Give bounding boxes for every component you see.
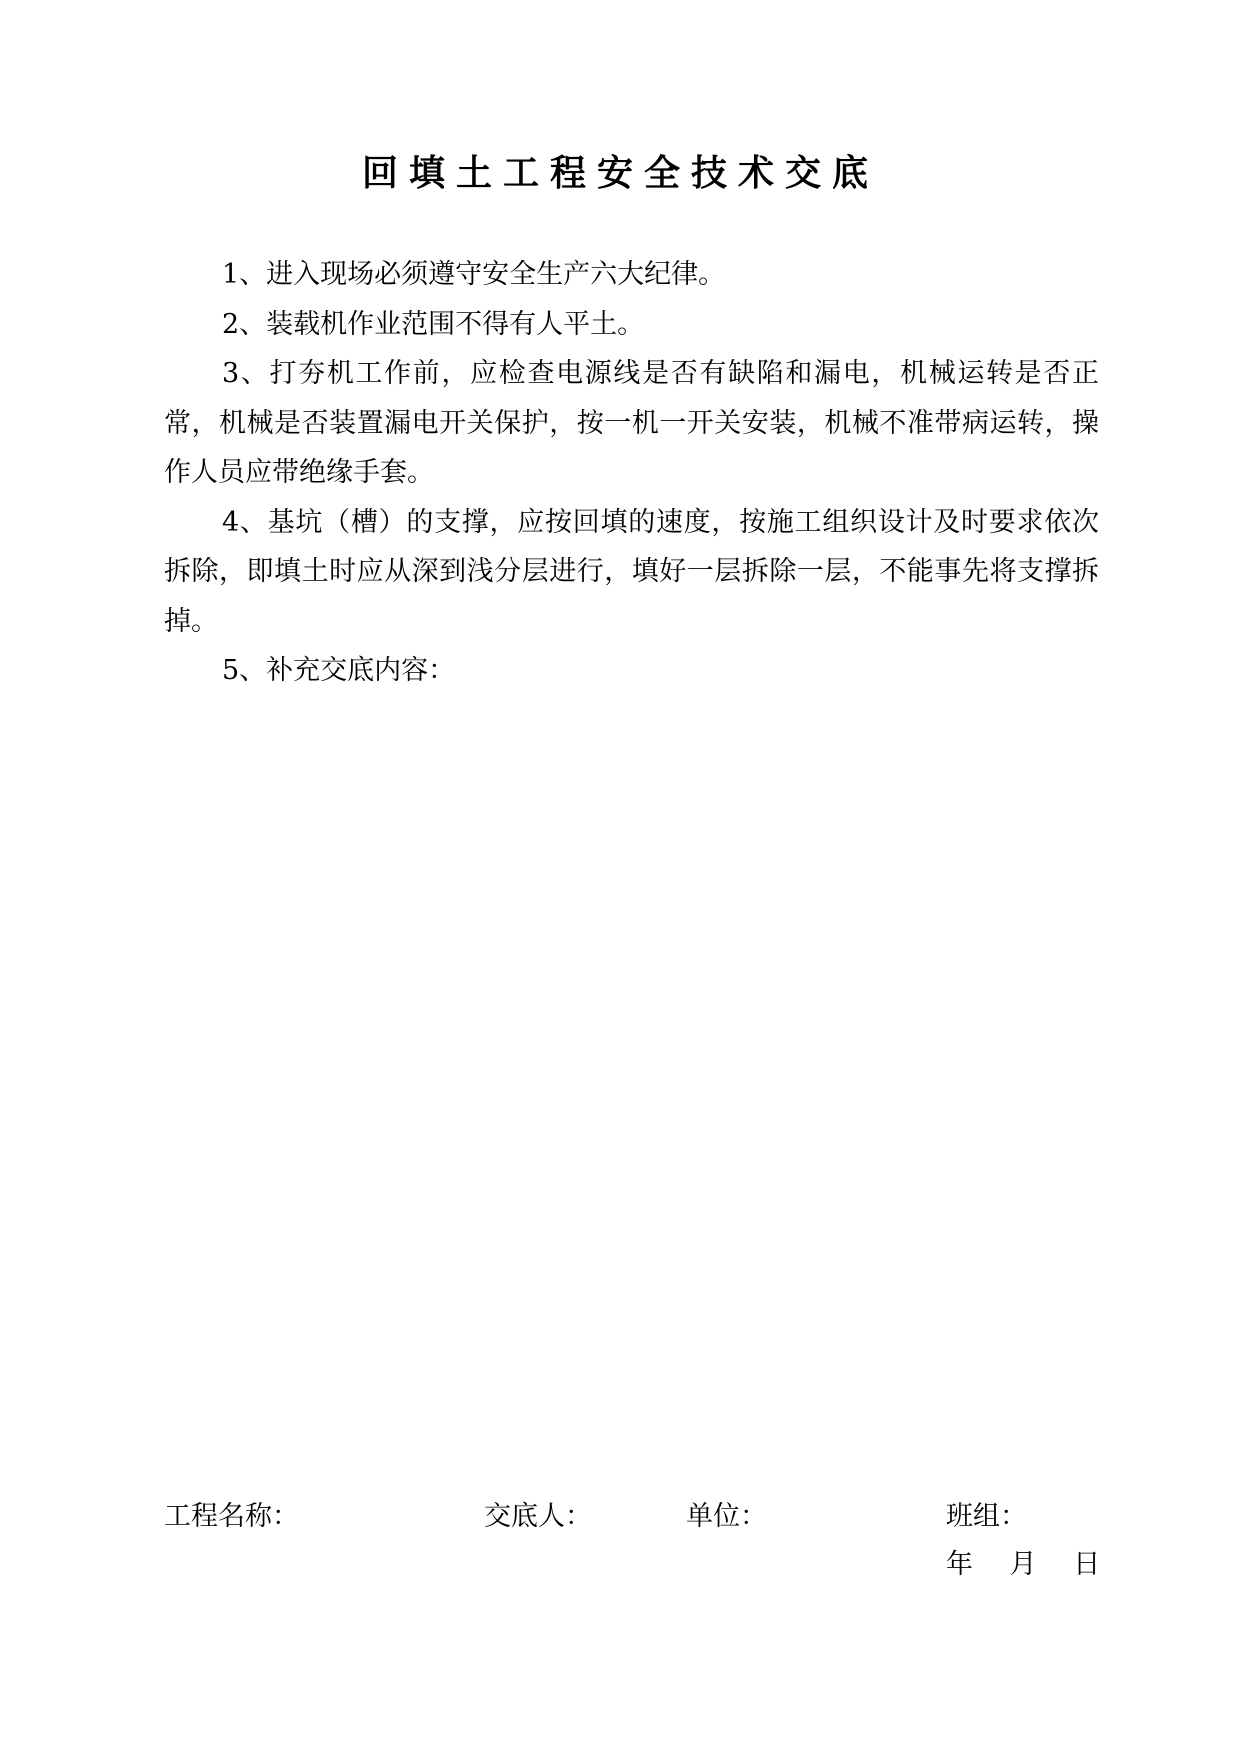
project-name-label: 工程名称： <box>164 1501 299 1532</box>
document-title: 回填土工程安全技术交底 <box>361 153 879 194</box>
date-year: 年 <box>946 1549 973 1580</box>
document-body <box>164 250 1099 696</box>
paragraph-4: 4、基坑（槽）的支撑，应按回填的速度，按施工组织设计及时要求依次拆除，即填土时应从深到浅分层进行，填好一层拆除一层，不能事先将支撑拆掉。 <box>164 506 1099 637</box>
date-day: 日 <box>1073 1549 1101 1580</box>
date-line <box>946 1545 1100 1585</box>
unit-label: 单位： <box>686 1501 767 1532</box>
presenter-label: 交底人： <box>484 1501 592 1532</box>
team-label: 班组： <box>946 1501 1027 1532</box>
paragraph-2: 2、装载机作业范围不得有人平土。 <box>222 308 645 340</box>
paragraph-3: 3、打夯机工作前，应检查电源线是否有缺陷和漏电，机械运转是否正常，机械是否装置漏电开关保护，按一机一开关安装，机械不准带病运转，操作人员应带绝缘手套。 <box>164 358 1099 488</box>
date-month: 月 <box>1009 1549 1037 1580</box>
paragraph-5: 5、补充交底内容： <box>222 655 456 686</box>
paragraph-1: 1、进入现场必须遵守安全生产六大纪律。 <box>222 259 726 290</box>
